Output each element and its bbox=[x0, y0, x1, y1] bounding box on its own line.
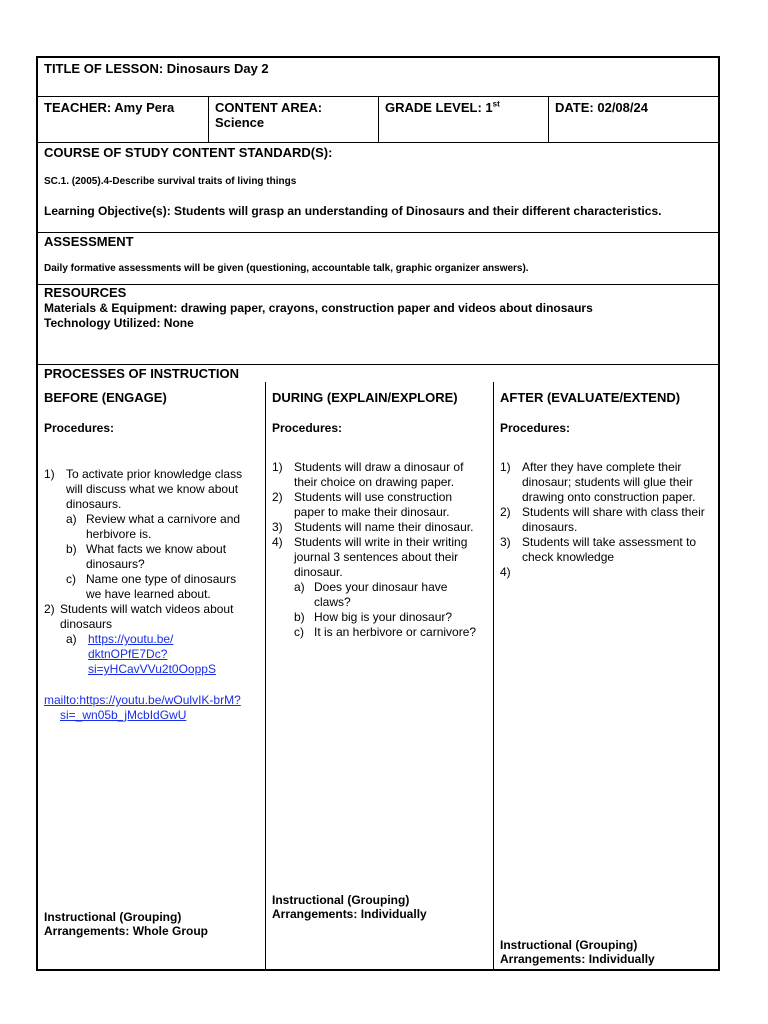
during-list bbox=[272, 460, 484, 640]
during-sub-c: c) It is an herbivore or carnivore? bbox=[294, 625, 477, 639]
resources-heading: RESOURCES bbox=[44, 285, 127, 300]
during-procedures: Procedures: bbox=[272, 421, 343, 435]
processes-columns bbox=[38, 382, 718, 969]
after-item-2: 2) Students will share with class their dinosaurs. bbox=[500, 505, 705, 534]
after-heading: AFTER (EVALUATE/EXTEND) bbox=[500, 390, 681, 405]
video-link-2[interactable]: mailto:https://youtu.be/wOulvIK-brM? si=_wn05b_jMcbIdGwU bbox=[44, 693, 241, 722]
grade-level-sup: st bbox=[492, 99, 500, 109]
teacher: TEACHER: Amy Pera bbox=[44, 100, 175, 115]
title-row bbox=[38, 58, 718, 97]
standards-row bbox=[38, 143, 718, 233]
processes-heading: PROCESSES OF INSTRUCTION bbox=[44, 366, 240, 381]
grade-level bbox=[378, 97, 548, 142]
content-area-value: Science bbox=[215, 115, 265, 130]
during-grouping: Instructional (Grouping) Arrangements: Individually bbox=[272, 893, 427, 921]
standards-heading: COURSE OF STUDY CONTENT STANDARD(S): bbox=[44, 145, 333, 160]
during-heading: DURING (EXPLAIN/EXPLORE) bbox=[272, 390, 458, 405]
materials-text: Materials & Equipment: drawing paper, crayons, construction paper and videos about dinosaurs bbox=[44, 301, 593, 315]
during-sub-a: a) Does your dinosaur have claws? bbox=[294, 580, 448, 609]
grade-level-text: GRADE LEVEL: 1 bbox=[385, 100, 493, 115]
date: DATE: 02/08/24 bbox=[548, 97, 718, 142]
info-row bbox=[38, 97, 718, 143]
after-grouping: Instructional (Grouping) Arrangements: Individually bbox=[500, 938, 655, 966]
lesson-title: TITLE OF LESSON: Dinosaurs Day 2 bbox=[44, 61, 269, 76]
after-list: 1) After they have complete their dinosaur; students will glue their drawing onto construction paper. 2) Students will share with class their dinosaurs. 3) Students will take assessment to check knowledge 4) bbox=[500, 460, 712, 565]
during-sub-b: b) How big is your dinosaur? bbox=[294, 610, 453, 624]
before-item-1: 1) To activate prior knowledge class will discuss what we know about dinosaurs. bbox=[44, 467, 243, 511]
after-procedures: Procedures: bbox=[500, 421, 571, 435]
before-heading: BEFORE (ENGAGE) bbox=[44, 390, 167, 405]
content-area-label: CONTENT AREA: bbox=[215, 100, 323, 115]
technology-text: Technology Utilized: None bbox=[44, 316, 194, 330]
before-link-2 bbox=[44, 693, 254, 723]
during-item-2: 2) Students will use construction paper to make their dinosaur. bbox=[272, 490, 453, 519]
before-item-2: 2) Students will watch videos about dinosaurs bbox=[44, 602, 234, 631]
after-item-3: 3) Students will take assessment to check knowledge bbox=[500, 535, 697, 564]
before-link-1: a) https://youtu.be/ dktnOPfE7Dc? si=yHCavVVu2t0OoppS bbox=[66, 632, 216, 676]
video-link-1[interactable]: https://youtu.be/ dktnOPfE7Dc? si=yHCavVVu2t0OoppS bbox=[88, 632, 216, 676]
after-column bbox=[493, 382, 718, 969]
before-sub-c: c) Name one type of dinosaurs we have learned about. bbox=[66, 572, 237, 601]
during-item-4: 4) Students will write in their writing journal 3 sentences about their dinosaur. bbox=[272, 535, 468, 579]
assessment-text: Daily formative assessments will be given (questioning, accountable talk, graphic organizer answers). bbox=[44, 263, 529, 274]
before-grouping: Instructional (Grouping) Arrangements: Whole Group bbox=[44, 910, 209, 938]
before-procedures: Procedures: bbox=[44, 421, 115, 435]
before-column bbox=[38, 382, 265, 969]
resources-row bbox=[38, 285, 718, 365]
assessment-heading: ASSESSMENT bbox=[44, 234, 134, 249]
before-sub-b: b) What facts we know about dinosaurs? bbox=[66, 542, 227, 571]
content-area bbox=[208, 97, 378, 142]
during-item-1: 1) Students will draw a dinosaur of their choice on drawing paper. bbox=[272, 460, 464, 489]
before-sub-a: a) Review what a carnivore and herbivore is. bbox=[66, 512, 241, 541]
learning-objective: Learning Objective(s): Students will grasp an understanding of Dinosaurs and their different characteristics. bbox=[44, 204, 662, 218]
after-item-1: 1) After they have complete their dinosaur; students will glue their drawing onto construction paper. bbox=[500, 460, 696, 504]
assessment-row bbox=[38, 233, 718, 285]
during-column bbox=[265, 382, 493, 969]
before-list bbox=[44, 467, 254, 723]
lesson-plan-table bbox=[36, 56, 720, 971]
during-item-3: 3) Students will name their dinosaur. bbox=[272, 520, 474, 534]
standard-text: SC.1. (2005).4-Describe survival traits of living things bbox=[44, 176, 297, 187]
